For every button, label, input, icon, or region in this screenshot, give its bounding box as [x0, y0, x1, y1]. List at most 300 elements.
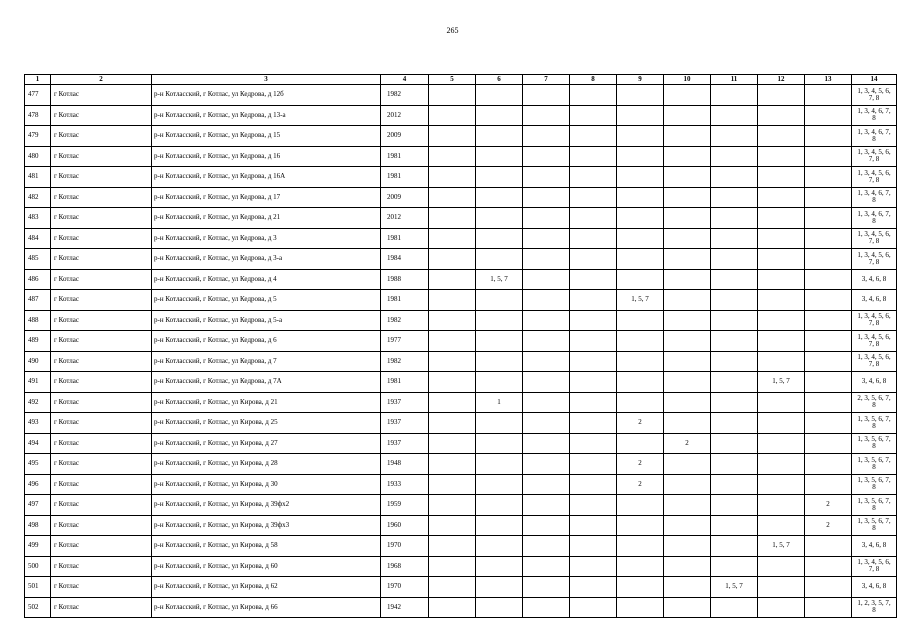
cell-year: 1933: [381, 474, 429, 495]
cell-col-5: [429, 536, 476, 557]
cell-col-14: 1, 3, 4, 6, 7, 8: [852, 126, 897, 147]
cell-col-5: [429, 228, 476, 249]
cell-settlement: г Котлас: [51, 310, 152, 331]
cell-col-7: [523, 372, 570, 393]
cell-col-14: 1, 2, 3, 5, 7, 8: [852, 597, 897, 618]
cell-col-10: [664, 105, 711, 126]
cell-col-12: [758, 126, 805, 147]
cell-col-13: [805, 413, 852, 434]
cell-col-11: [711, 392, 758, 413]
cell-col-8: [570, 146, 617, 167]
cell-col-14: 1, 3, 4, 5, 6, 7, 8: [852, 228, 897, 249]
cell-col-13: [805, 126, 852, 147]
cell-row-number: 491: [25, 372, 51, 393]
cell-col-7: [523, 187, 570, 208]
cell-col-13: [805, 392, 852, 413]
cell-col-5: [429, 515, 476, 536]
cell-col-13: [805, 187, 852, 208]
cell-col-12: [758, 433, 805, 454]
cell-address: р-н Котласский, г Котлас, ул Кедрова, д 4: [152, 269, 381, 290]
cell-row-number: 493: [25, 413, 51, 434]
cell-col-9: [617, 105, 664, 126]
cell-row-number: 500: [25, 556, 51, 577]
cell-col-14: 3, 4, 6, 8: [852, 577, 897, 598]
cell-col-9: [617, 351, 664, 372]
cell-col-13: 2: [805, 515, 852, 536]
cell-col-13: [805, 474, 852, 495]
cell-col-11: [711, 515, 758, 536]
cell-row-number: 494: [25, 433, 51, 454]
table-row: [25, 556, 897, 577]
column-header-4: 4: [381, 75, 429, 85]
cell-year: 1981: [381, 146, 429, 167]
cell-col-13: [805, 454, 852, 475]
cell-settlement: г Котлас: [51, 597, 152, 618]
cell-col-6: [476, 167, 523, 188]
cell-col-11: [711, 495, 758, 516]
cell-col-11: [711, 269, 758, 290]
table-row: [25, 249, 897, 270]
cell-col-9: 2: [617, 413, 664, 434]
cell-col-6: [476, 126, 523, 147]
cell-col-6: [476, 433, 523, 454]
cell-col-12: [758, 208, 805, 229]
cell-year: 1977: [381, 331, 429, 352]
cell-col-12: [758, 167, 805, 188]
cell-col-6: 1: [476, 392, 523, 413]
column-header-9: 9: [617, 75, 664, 85]
cell-address: р-н Котласский, г Котлас, ул Кирова, д 28: [152, 454, 381, 475]
cell-col-7: [523, 454, 570, 475]
cell-col-5: [429, 208, 476, 229]
cell-col-9: [617, 85, 664, 106]
cell-col-14: 3, 4, 6, 8: [852, 290, 897, 311]
cell-col-6: [476, 577, 523, 598]
cell-col-11: [711, 310, 758, 331]
cell-col-14: 1, 3, 5, 6, 7, 8: [852, 474, 897, 495]
cell-col-13: [805, 85, 852, 106]
cell-col-8: [570, 208, 617, 229]
column-header-13: 13: [805, 75, 852, 85]
cell-col-13: [805, 228, 852, 249]
cell-col-14: 1, 3, 4, 5, 6, 7, 8: [852, 556, 897, 577]
cell-col-14: 1, 3, 4, 5, 6, 7, 8: [852, 249, 897, 270]
cell-col-7: [523, 249, 570, 270]
cell-col-11: [711, 126, 758, 147]
cell-row-number: 481: [25, 167, 51, 188]
table-row: [25, 597, 897, 618]
cell-col-5: [429, 269, 476, 290]
cell-col-12: [758, 146, 805, 167]
cell-col-10: [664, 556, 711, 577]
cell-col-8: [570, 331, 617, 352]
cell-col-9: [617, 310, 664, 331]
cell-col-12: [758, 269, 805, 290]
table-row: [25, 310, 897, 331]
cell-col-8: [570, 167, 617, 188]
cell-row-number: 480: [25, 146, 51, 167]
cell-row-number: 486: [25, 269, 51, 290]
cell-col-10: [664, 515, 711, 536]
cell-row-number: 488: [25, 310, 51, 331]
cell-address: р-н Котласский, г Котлас, ул Кедрова, д 7: [152, 351, 381, 372]
cell-settlement: г Котлас: [51, 269, 152, 290]
cell-col-14: 1, 3, 4, 5, 6, 7, 8: [852, 331, 897, 352]
cell-col-12: [758, 228, 805, 249]
cell-col-5: [429, 187, 476, 208]
cell-col-10: [664, 597, 711, 618]
data-table: [24, 74, 897, 618]
cell-col-10: [664, 126, 711, 147]
cell-year: 1982: [381, 85, 429, 106]
cell-year: 1981: [381, 372, 429, 393]
cell-col-9: [617, 495, 664, 516]
cell-col-14: 1, 3, 5, 6, 7, 8: [852, 515, 897, 536]
cell-row-number: 490: [25, 351, 51, 372]
cell-col-11: [711, 146, 758, 167]
cell-col-6: [476, 515, 523, 536]
cell-col-11: [711, 290, 758, 311]
cell-col-6: 1, 5, 7: [476, 269, 523, 290]
cell-address: р-н Котласский, г Котлас, ул Кирова, д 25: [152, 413, 381, 434]
cell-col-7: [523, 392, 570, 413]
cell-col-7: [523, 474, 570, 495]
cell-col-5: [429, 597, 476, 618]
cell-col-6: [476, 495, 523, 516]
cell-col-13: [805, 105, 852, 126]
table-row: [25, 146, 897, 167]
cell-col-12: [758, 454, 805, 475]
table-body: [25, 85, 897, 618]
cell-col-11: [711, 187, 758, 208]
cell-col-6: [476, 536, 523, 557]
cell-col-14: 2, 3, 5, 6, 7, 8: [852, 392, 897, 413]
table-row: [25, 413, 897, 434]
cell-col-8: [570, 310, 617, 331]
cell-col-11: [711, 413, 758, 434]
cell-col-6: [476, 249, 523, 270]
cell-col-7: [523, 85, 570, 106]
cell-col-13: [805, 269, 852, 290]
cell-col-6: [476, 85, 523, 106]
cell-col-8: [570, 454, 617, 475]
cell-col-14: 3, 4, 6, 8: [852, 269, 897, 290]
cell-col-10: [664, 269, 711, 290]
cell-col-6: [476, 597, 523, 618]
cell-row-number: 495: [25, 454, 51, 475]
cell-col-14: 1, 3, 4, 5, 6, 7, 8: [852, 310, 897, 331]
header-row: [25, 75, 897, 85]
cell-col-12: [758, 577, 805, 598]
column-header-6: 6: [476, 75, 523, 85]
cell-col-10: [664, 577, 711, 598]
cell-address: р-н Котласский, г Котлас, ул Кирова, д 62: [152, 577, 381, 598]
cell-col-9: 2: [617, 454, 664, 475]
cell-col-5: [429, 331, 476, 352]
cell-col-14: 1, 3, 4, 6, 7, 8: [852, 105, 897, 126]
cell-address: р-н Котласский, г Котлас, ул Кирова, д 21: [152, 392, 381, 413]
cell-col-13: 2: [805, 495, 852, 516]
cell-col-8: [570, 187, 617, 208]
column-header-3: 3: [152, 75, 381, 85]
column-header-2: 2: [51, 75, 152, 85]
cell-year: 2009: [381, 187, 429, 208]
table-row: [25, 433, 897, 454]
cell-col-7: [523, 577, 570, 598]
cell-col-12: [758, 249, 805, 270]
cell-col-11: [711, 331, 758, 352]
cell-row-number: 489: [25, 331, 51, 352]
cell-col-10: [664, 167, 711, 188]
cell-row-number: 477: [25, 85, 51, 106]
cell-settlement: г Котлас: [51, 228, 152, 249]
cell-col-10: [664, 85, 711, 106]
table-row: [25, 126, 897, 147]
cell-address: р-н Котласский, г Котлас, ул Кедрова, д 16: [152, 146, 381, 167]
cell-address: р-н Котласский, г Котлас, ул Кедрова, д 12б: [152, 85, 381, 106]
cell-col-5: [429, 105, 476, 126]
cell-col-5: [429, 126, 476, 147]
cell-row-number: 482: [25, 187, 51, 208]
cell-col-13: [805, 577, 852, 598]
cell-year: 1970: [381, 577, 429, 598]
cell-row-number: 502: [25, 597, 51, 618]
cell-col-14: 1, 3, 5, 6, 7, 8: [852, 413, 897, 434]
cell-address: р-н Котласский, г Котлас, ул Кедрова, д 17: [152, 187, 381, 208]
cell-col-9: [617, 392, 664, 413]
cell-col-12: [758, 597, 805, 618]
cell-col-13: [805, 167, 852, 188]
cell-col-7: [523, 413, 570, 434]
cell-col-6: [476, 413, 523, 434]
cell-col-6: [476, 351, 523, 372]
cell-col-14: 1, 3, 5, 6, 7, 8: [852, 433, 897, 454]
cell-col-8: [570, 85, 617, 106]
cell-col-10: [664, 146, 711, 167]
cell-col-8: [570, 433, 617, 454]
cell-col-7: [523, 228, 570, 249]
cell-col-5: [429, 249, 476, 270]
cell-settlement: г Котлас: [51, 331, 152, 352]
cell-col-11: [711, 228, 758, 249]
cell-address: р-н Котласский, г Котлас, ул Кедрова, д 5: [152, 290, 381, 311]
cell-col-9: 2: [617, 474, 664, 495]
cell-col-14: 1, 3, 4, 6, 7, 8: [852, 187, 897, 208]
cell-row-number: 483: [25, 208, 51, 229]
cell-col-10: [664, 372, 711, 393]
cell-year: 1982: [381, 310, 429, 331]
cell-row-number: 499: [25, 536, 51, 557]
cell-col-5: [429, 290, 476, 311]
cell-col-12: [758, 351, 805, 372]
cell-col-7: [523, 556, 570, 577]
cell-col-9: [617, 126, 664, 147]
cell-col-7: [523, 351, 570, 372]
cell-address: р-н Котласский, г Котлас, ул Кирова, д 58: [152, 536, 381, 557]
cell-col-8: [570, 249, 617, 270]
cell-col-11: [711, 597, 758, 618]
cell-address: р-н Котласский, г Котлас, ул Кирова, д 39фх3: [152, 515, 381, 536]
cell-address: р-н Котласский, г Котлас, ул Кирова, д 60: [152, 556, 381, 577]
cell-col-9: [617, 249, 664, 270]
cell-col-8: [570, 351, 617, 372]
cell-col-10: [664, 249, 711, 270]
cell-col-6: [476, 105, 523, 126]
cell-col-9: [617, 269, 664, 290]
cell-address: р-н Котласский, г Котлас, ул Кедрова, д 7А: [152, 372, 381, 393]
cell-year: 1988: [381, 269, 429, 290]
cell-col-8: [570, 556, 617, 577]
cell-row-number: 487: [25, 290, 51, 311]
cell-col-14: 1, 3, 4, 5, 6, 7, 8: [852, 85, 897, 106]
table-row: [25, 515, 897, 536]
cell-col-11: [711, 105, 758, 126]
cell-col-6: [476, 556, 523, 577]
cell-col-14: 1, 3, 4, 5, 6, 7, 8: [852, 351, 897, 372]
cell-settlement: г Котлас: [51, 167, 152, 188]
cell-col-8: [570, 105, 617, 126]
cell-settlement: г Котлас: [51, 290, 152, 311]
table-row: [25, 269, 897, 290]
cell-settlement: г Котлас: [51, 495, 152, 516]
cell-col-11: [711, 351, 758, 372]
cell-col-6: [476, 146, 523, 167]
cell-col-12: 1, 5, 7: [758, 372, 805, 393]
cell-col-7: [523, 331, 570, 352]
cell-address: р-н Котласский, г Котлас, ул Кедрова, д 3: [152, 228, 381, 249]
cell-col-13: [805, 351, 852, 372]
cell-col-13: [805, 536, 852, 557]
column-header-12: 12: [758, 75, 805, 85]
cell-col-12: [758, 105, 805, 126]
cell-row-number: 479: [25, 126, 51, 147]
column-header-10: 10: [664, 75, 711, 85]
cell-address: р-н Котласский, г Котлас, ул Кедрова, д 5-а: [152, 310, 381, 331]
cell-col-10: [664, 187, 711, 208]
cell-col-9: [617, 167, 664, 188]
cell-col-10: [664, 290, 711, 311]
cell-col-7: [523, 433, 570, 454]
cell-col-9: [617, 597, 664, 618]
cell-row-number: 496: [25, 474, 51, 495]
cell-col-12: [758, 556, 805, 577]
cell-col-11: [711, 536, 758, 557]
cell-col-10: [664, 310, 711, 331]
cell-col-8: [570, 536, 617, 557]
table-row: [25, 372, 897, 393]
cell-year: 1942: [381, 597, 429, 618]
cell-col-14: 1, 3, 4, 5, 6, 7, 8: [852, 146, 897, 167]
cell-settlement: г Котлас: [51, 577, 152, 598]
cell-settlement: г Котлас: [51, 515, 152, 536]
cell-col-7: [523, 126, 570, 147]
cell-col-13: [805, 433, 852, 454]
cell-settlement: г Котлас: [51, 249, 152, 270]
cell-col-6: [476, 228, 523, 249]
cell-col-11: [711, 433, 758, 454]
cell-col-8: [570, 577, 617, 598]
page-number: 265: [446, 26, 459, 35]
cell-col-9: [617, 208, 664, 229]
column-header-8: 8: [570, 75, 617, 85]
cell-col-12: [758, 495, 805, 516]
cell-address: р-н Котласский, г Котлас, ул Кирова, д 39фх2: [152, 495, 381, 516]
cell-col-8: [570, 269, 617, 290]
cell-settlement: г Котлас: [51, 556, 152, 577]
cell-col-10: [664, 208, 711, 229]
cell-col-14: 3, 4, 6, 8: [852, 372, 897, 393]
table-row: [25, 331, 897, 352]
cell-address: р-н Котласский, г Котлас, ул Кирова, д 66: [152, 597, 381, 618]
cell-col-6: [476, 310, 523, 331]
cell-col-9: [617, 515, 664, 536]
table-row: [25, 208, 897, 229]
cell-col-14: 3, 4, 6, 8: [852, 536, 897, 557]
cell-col-5: [429, 433, 476, 454]
cell-address: р-н Котласский, г Котлас, ул Кедрова, д 13-а: [152, 105, 381, 126]
cell-year: 1981: [381, 167, 429, 188]
cell-col-7: [523, 536, 570, 557]
cell-address: р-н Котласский, г Котлас, ул Кирова, д 27: [152, 433, 381, 454]
cell-settlement: г Котлас: [51, 85, 152, 106]
cell-year: 1960: [381, 515, 429, 536]
cell-year: 1968: [381, 556, 429, 577]
cell-row-number: 501: [25, 577, 51, 598]
cell-col-7: [523, 146, 570, 167]
cell-col-9: [617, 372, 664, 393]
cell-year: 1937: [381, 413, 429, 434]
cell-col-8: [570, 290, 617, 311]
table-row: [25, 536, 897, 557]
cell-col-8: [570, 392, 617, 413]
cell-col-5: [429, 454, 476, 475]
cell-year: 1948: [381, 454, 429, 475]
table-row: [25, 290, 897, 311]
cell-year: 1959: [381, 495, 429, 516]
cell-year: 1981: [381, 228, 429, 249]
table-row: [25, 351, 897, 372]
cell-year: 1937: [381, 433, 429, 454]
cell-col-13: [805, 146, 852, 167]
cell-col-13: [805, 556, 852, 577]
cell-settlement: г Котлас: [51, 413, 152, 434]
table-row: [25, 167, 897, 188]
cell-col-7: [523, 105, 570, 126]
column-header-7: 7: [523, 75, 570, 85]
cell-col-5: [429, 167, 476, 188]
cell-year: 1937: [381, 392, 429, 413]
cell-col-5: [429, 556, 476, 577]
cell-col-11: [711, 167, 758, 188]
cell-settlement: г Котлас: [51, 372, 152, 393]
cell-col-14: 1, 3, 4, 5, 6, 7, 8: [852, 167, 897, 188]
cell-year: 2009: [381, 126, 429, 147]
cell-col-6: [476, 372, 523, 393]
cell-settlement: г Котлас: [51, 187, 152, 208]
cell-settlement: г Котлас: [51, 146, 152, 167]
cell-col-8: [570, 474, 617, 495]
column-header-1: 1: [25, 75, 51, 85]
cell-col-6: [476, 331, 523, 352]
cell-address: р-н Котласский, г Котлас, ул Кедрова, д 15: [152, 126, 381, 147]
cell-settlement: г Котлас: [51, 474, 152, 495]
cell-col-5: [429, 495, 476, 516]
table-row: [25, 454, 897, 475]
cell-settlement: г Котлас: [51, 454, 152, 475]
cell-col-9: [617, 228, 664, 249]
cell-year: 1984: [381, 249, 429, 270]
cell-col-6: [476, 208, 523, 229]
